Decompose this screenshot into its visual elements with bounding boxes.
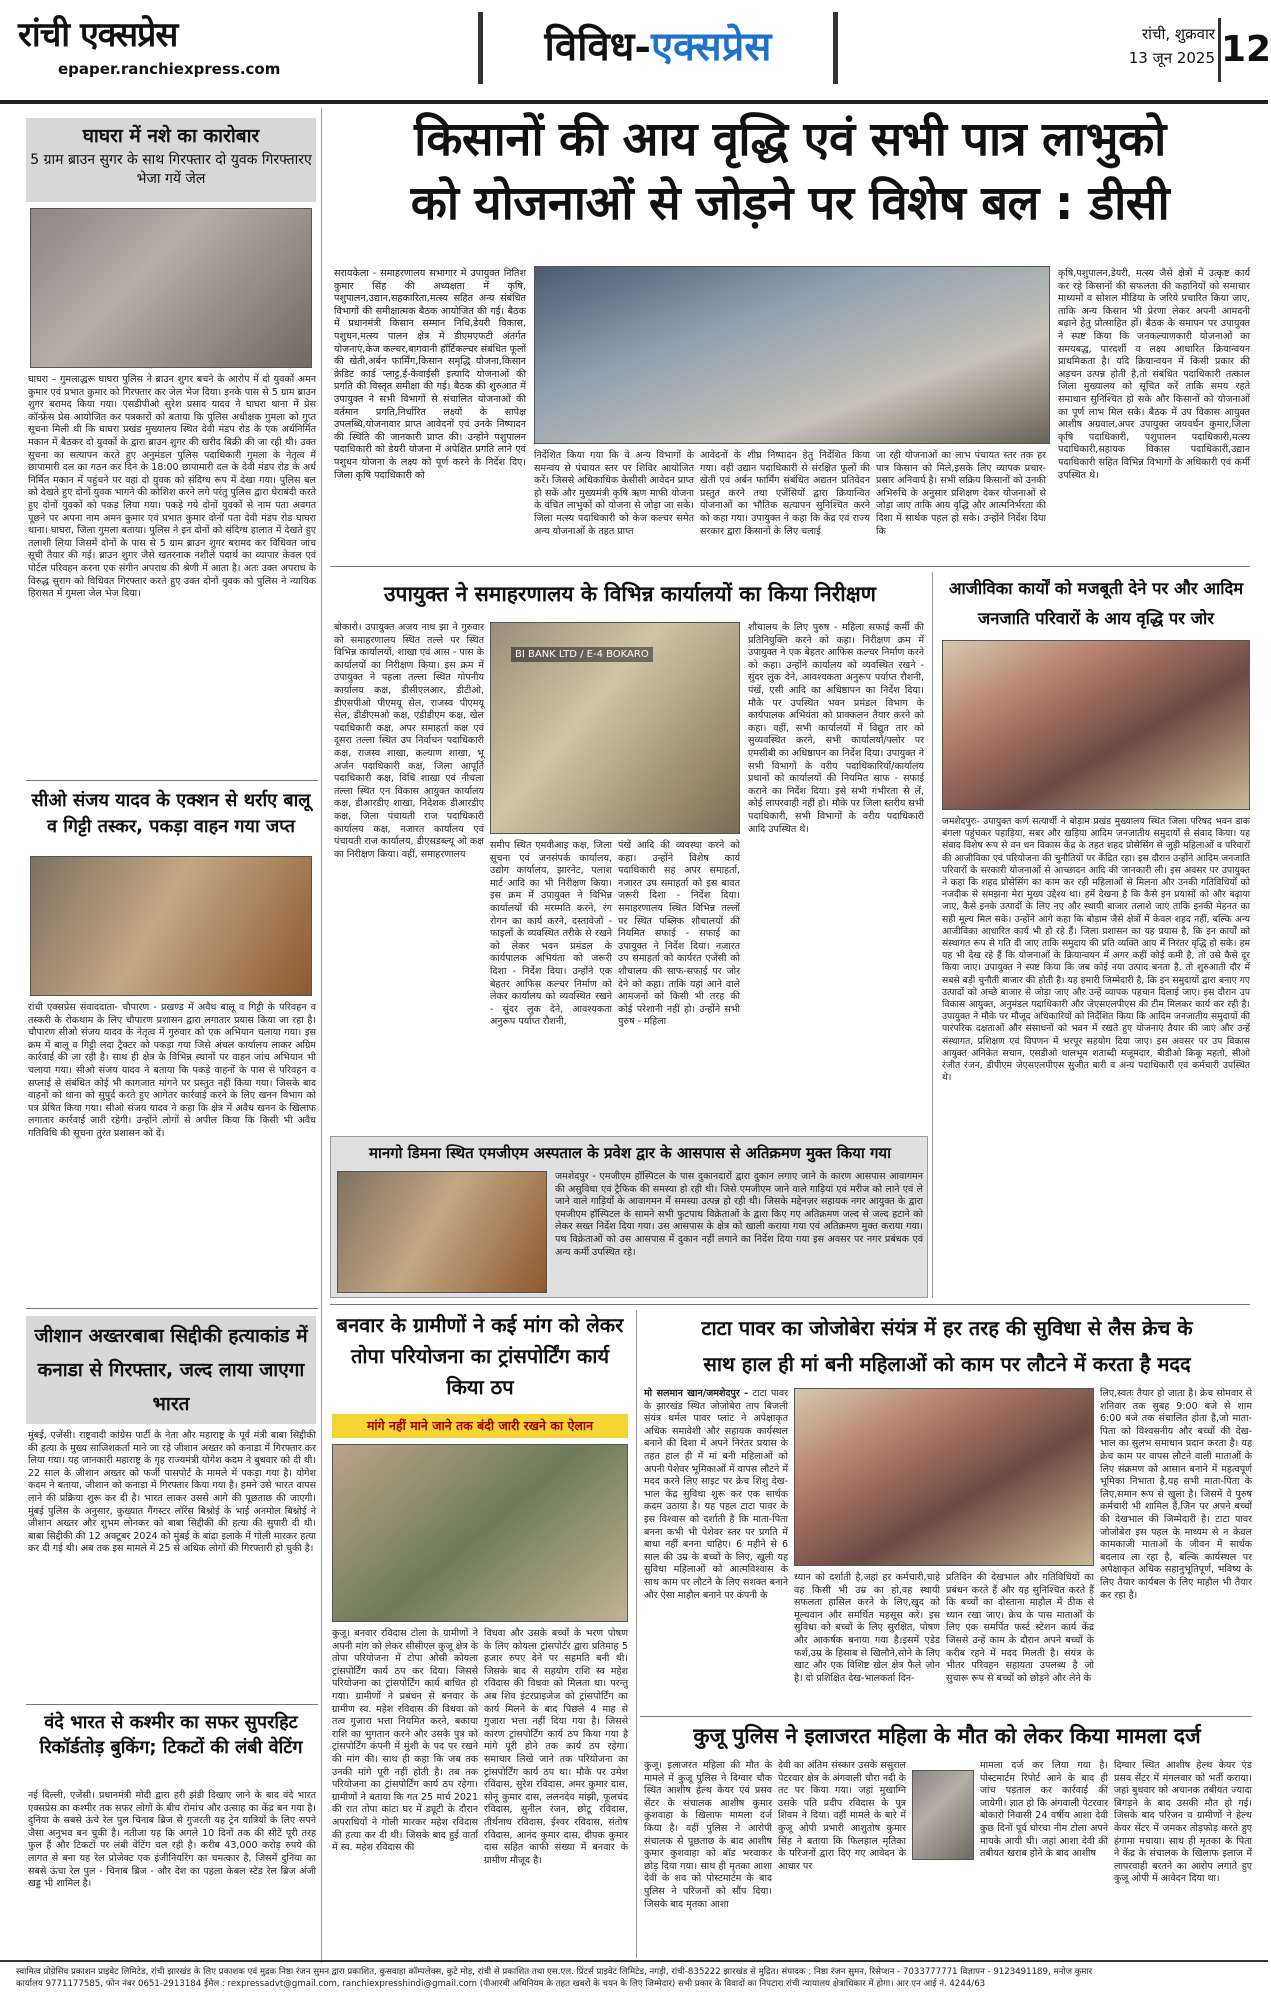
divider	[330, 1304, 1250, 1305]
story-ghaghra-header	[26, 118, 316, 202]
police-press-photo	[30, 208, 312, 368]
headline[interactable]: मानगो डिमना स्थित एमजीएम अस्पताल के प्रवेश द्वार के आसपास से अतिक्रमण मुक्त किया गया	[369, 1144, 891, 1162]
newspaper-logo[interactable]: रांची एक्सप्रेस	[18, 15, 178, 55]
lead-col-3: आवेदनों के शीघ्र निष्पादन हेतु निर्देशित किया गया। वहीं उद्यान पदाधिकारी से संरक्षित फूलों की खेती एवं अर्बन फार्मिंग संबंधित अद्यतन प्रतिवेदन प्रस्तुत करने तथा एजेंसियों द्वारा क्रियान्वित योजनाओं का भौतिक सत्यापन सुनिश्चित करने को कहा गया। उपायुक्त ने कहा कि केंद्र एवं राज्य सरकार द्वारा किसानों के लिए चलाई	[700, 450, 870, 537]
story-sanjay-header	[26, 788, 316, 852]
kuju-col-4: दिग्वार स्थित आशीष हेल्थ केयर एंड प्रसव सेंटर में मंगलवार को भर्ती कराया। जहां बुधवार को अचानक तबीयत ज्यादा बिगड़ने के बाद उसकी मौत हो गई। जिसके बाद परिजन व ग्रामीणों ने हेल्थ केयर सेंटर में जमकर तोड़फोड़ करते हुए हंगामा मचाया। साथ ही मृतका के पिता ने केंद्र के संचालक के खिलाफ इलाज में लापरवाही बरतने का आरोप लगाते हुए कुजू ओपी में आवेदन दिया था।	[1114, 1760, 1252, 1885]
section-name-b: एक्सप्रेस	[650, 23, 772, 70]
left-column	[26, 108, 322, 1963]
story-body: घाघरा – गुमलाद्धरू घाघरा पुलिस ने ब्राउन शुगर बचने के आरोप में दो युवकों अमन कुमार एवं प्रभात कुमार को गिरफ्तार कर जेल भेज दिया। इनके पास से 5 ग्राम ब्राउन शुगर बरामद किया गया। एसडीपीओ सुरेश प्रसाद यादव ने घाघरा थाना में प्रेस कॉन्फ्रेंस प्रेस आयोजित कर पत्रकारों को बताया कि पुलिस अधीक्षक गुमला को गुप्त सूचना मिली थी कि घाघरा प्रखंड मुख्यालय स्थित देवी मंडप रोड के एक अर्धनिर्मित मकान में बैठकर दो युवकों के द्वारा ब्राउन शुगर की खरीद बिक्री की जा रही थी। उक्त सूचना का सत्यापन करते हुए अनुमंडल पुलिस पदाधिकारी गुमला के नेतृत्व में छापामारी दल का गठन कर दिन के 18:00 छापामारी दल के देवी मंडप रोड के अर्ध निर्मित मकान में पहुंचने पर वहां दो युवक को संदिग्ध रूप में देखा गया। पुलिस बल को देखते हुए दोनों युवक भागने की कोशिश करने लगे परंतु पुलिस द्वारा घेराबंदी करते हुए दोनों युवकों को पकड़ लिया गया। पकड़े गये दोनों युवकों से नाम पता अवगत पूछने पर अपना नाम अमन कुमार एवं प्रभात कुमार दोनों पता देवी मंडप रोड घाघरा थाना। घाघरा, जिला गुमला बताया। पुलिस ने इन दोनों को संदिग्ध हालात में देखते हुए तलाशी लिया जिसमें दोनों के पास से 5 ग्राम ब्राउन शुगर बरामद कर विधिवत जांच सूची तैयार की गई। ब्राउन शुगर जैसे खतरनाक नशीले पदार्थ का व्यापार केवल एवं पोर्टल परिवहन करना एक संगीन अपराध की श्रेणी में आता है। अतः उक्त अपराध के विरुद्ध सुराग को विधिवत गिरफ्तार करते हुए उक्त दोनों युवक को पुलिस ने न्यायिक हिरासत में गुमला जेल भेज दिया।	[28, 374, 316, 600]
headline[interactable]: वंदे भारत से कश्मीर का सफर सुपरहिट रिकॉर्डतोड़ बुकिंग; टिकटों की लंबी वेटिंग	[39, 1712, 303, 1758]
date: 13 जून 2025	[1128, 49, 1215, 67]
imprint-footer	[0, 1960, 1268, 2000]
section-banner	[478, 12, 838, 84]
headline[interactable]: आजीविका कार्यों को मजबूती देने पर और आदिम जनजाति परिवारों के आय वृद्धि पर जोर	[948, 579, 1244, 628]
issue-date	[1075, 22, 1215, 82]
page-number: 12	[1218, 18, 1264, 82]
lead-col-2: निर्देशित किया गया कि वे अन्य विभागों के समन्वय से पंचायत स्तर पर शिविर आयोजित करें। जिससे अधिकाधिक केसीसी आवेदन प्राप्त हो सकें और मुख्यमंत्री कृषि ऋण माफी योजना के वंचित लाभुकों को योजना से जोड़ा जा सके। जिला मत्स्य पदाधिकारी को केज कल्चर समेत अन्य योजनाओं के तहत प्राप्त	[534, 450, 694, 537]
kuju-col-2: देवी का अंतिम संस्कार उसके ससुराल पेटरवार क्षेत्र के अंगवाली चौरा नदी के तट पर किया गया। जहां मुखाग्नि उसके पति प्रदीप रविदास के पुत्र शिवम ने दिया। वहीं मामले के बारे में कुजू ओपी प्रभारी आशुतोष कुमार सिंह ने बताया कि फिलहाल मृतिका के परिजनों द्वारा दिए गए आवेदन के आधार पर	[778, 1760, 906, 1872]
lead-headline	[330, 108, 1250, 258]
story-vandebharat-header	[26, 1710, 316, 1786]
victim-portrait	[912, 1770, 974, 1860]
headline[interactable]: सीओ संजय यादव के एक्शन से थर्राए बालू व गिट्टी तस्कर, पकड़ा वाहन गया जप्त	[31, 790, 311, 837]
tribal-headline-wrap	[940, 574, 1252, 636]
banwar-headline-wrap	[330, 1310, 630, 1410]
headline-line-1[interactable]: टाटा पावर का जोजोबेरा संयंत्र में हर तरह की सुविधा से लैस क्रेच के	[701, 1316, 1193, 1340]
headline[interactable]: उपायुक्त ने समाहरणालय के विभिन्न कार्यालयों का किया निरीक्षण	[384, 582, 876, 606]
meeting-photo	[534, 266, 1050, 444]
divider	[26, 780, 318, 781]
kuju-headline-wrap	[642, 1720, 1252, 1754]
tribal-meeting-photo	[942, 640, 1250, 810]
epaper-link[interactable]: epaper.ranchiexpress.com	[58, 60, 281, 78]
headline[interactable]: बनवार के ग्रामीणों ने कई मांग को लेकर तोपा परियोजना का ट्रांसपोर्टिंग कार्य किया ठप	[336, 1313, 624, 1399]
mango-story	[330, 1136, 928, 1298]
story-body: जमशेदपुर - एमजीएम हॉस्पिटल के पास दुकानदारों द्वारा दुकान लगाए जाने के कारण आसपास आवागमन की असुविधा एवं ट्रैफिक की समस्या हो रही थी। जिसे एमजीएम जाने वाले गाड़ियां एवं मरीज को लाने एवं ले जाने वाले गाड़ियों के आवागमन में समस्या उत्पन्न हो रही थी। जिसके मद्देनज़र सहायक नगर आयुक्त के द्वारा एमजीएम हॉस्पिटल के सामने सभी फुटपाथ विक्रेताओं के द्वारा किए गए अतिक्रमण जल्द से जल्द हटाने को लेकर सख्त निर्देश दिया गया। उस आसपास के क्षेत्र को खाली कराया गया एवं अतिक्रमण मुक्त कराया गया। पथ विक्रेताओं को उस आसपास में दुकान नहीं लगाने का निर्देश दिया गया इस अवसर पर नगर प्रबंधक एवं अन्य कर्मी उपस्थित रहे।	[555, 1171, 923, 1258]
inspection-headline-wrap	[330, 576, 930, 616]
masthead	[0, 0, 1271, 104]
story-body: मुंबई, एजेंसी। राष्ट्रवादी कांग्रेस पार्टी के नेता और महाराष्ट्र के पूर्व मंत्री बाबा सिद्दीकी की हत्या के मुख्य साजिशकर्ता माने जा रहे जीशान अख्तर को कनाडा में गिरफ्तार कर लिया गया। यह जानकारी महाराष्ट्र के गृह राज्यमंत्री योगेश कदम ने बुधवार को दी थी। 22 साल के जीशान अख्तर को फर्जी पासपोर्ट के मामले में पकड़ा गया है। योगेश कदम ने बताया, जीशान को कनाडा में गिरफ्तार किया गया है। हमने उसे भारत वापस लाने की प्रक्रिया शुरू कर दी है। भारत लाकर उससे आगे की पूछताछ की जाएगी। मुंबई पुलिस के अनुसार, कुख्यात गैंगस्टर लॉरेंस बिश्नोई के भाई अनमोल बिश्नोई ने जीशान अख्तर और शुभम लोनकर को बाबा सिद्दीकी की हत्या की सुपारी दी थी। बाबा सिद्दीकी की 12 अक्टूबर 2024 को मुंबई के बांद्रा इलाके में गोली मारकर हत्या कर दी गई थी। अब तक इस मामले में 25 से अधिक लोगों की गिरफ्तारी हो चुकी है।	[28, 1430, 316, 1555]
creche-photo	[794, 1388, 1094, 1566]
lead-col-5: कृषि,पशुपालन,डेयरी, मत्स्य जैसे क्षेत्रों में उत्कृष्ट कार्य कर रहे किसानों की सफलता की कहानियों को समाचार माध्यमों व सोशल मीडिया के जरिये प्रचारित किया जाए, ताकि अन्य किसान भी प्रेरणा लेकर अपनी आमदनी बढ़ाने हेतु प्रोत्साहित हों। बैठक के समापन पर उपायुक्त ने स्पष्ट किया कि जनकल्याणकारी योजनाओं का समयबद्ध, पारदर्शी व लक्ष्य आधारित क्रियान्वयन प्राथमिकता है। यदि क्रियान्वयन में किसी प्रकार की अड़चन उत्पन्न होती है,तो संबंधित पदाधिकारी तत्काल जिला मुख्यालय को सूचित करें ताकि समय रहते समाधान सुनिश्चित हो सके और किसानों को योजनाओं का पूर्ण लाभ मिल सके। बैठक में उप विकास आयुक्त आशीष अग्रवाल,अपर उपायुक्त जयवर्धन कुमार,जिला कृषि पदाधिकारी, पशुपालन पदाधिकारी,मत्स्य पदाधिकारी,सहायक विकास पदाधिकारी,उद्यान पदाधिकारी सहित विभिन्न विभागों के अधिकारी एवं कर्मी उपस्थित थे।	[1058, 268, 1250, 481]
lead-col-1: सरायकेला - समाहरणालय सभागार में उपायुक्त नितिश कुमार सिंह की अध्यक्षता में कृषि, पशुपालन,उद्यान,सहकारिता,मत्स्य सहित अन्य संबंधित विभागों की समीक्षात्मक बैठक आयोजित की गई। बैठक में प्रधानमंत्री किसान सम्मान निधि,डेयरी विकास, पशुधन,मत्स्य पालन क्षेत्र में डीएमएफटी अंतर्गत योजनाएं,केज कल्चर,बागवानी हॉर्टिकल्चर संबंधित फूलों की खेती,अर्बन फार्मिंग,किसान समृद्धि योजना,किसान क्रेडिट कार्ड प्लाट्ट,ई-केवाईसी इत्यादि योजनाओं की प्रगति की विस्तृत समीक्षा की गई। बैठक की शुरुआत में उपायुक्त ने सभी विभागों से संचालित योजनाओं की वर्तमान प्रगति,निर्धारित लक्ष्यों के सापेक्ष उपलब्धि,योजनावार प्राप्त आवेदनों एवं उनके निष्पादन की स्थिति की जानकारी प्राप्त की। उन्होंने पशुपालन पदाधिकारी को डेयरी योजना में अपेक्षित प्रगति लाने एवं पशुधन योजना के लक्ष्य को पूर्ण करने के निर्देश दिए। जिला कृषि पदाधिकारी को	[334, 268, 526, 481]
inspection-col-3: पंखें आदि की व्यवस्था करने को कहा। उन्होंने विशेष कार्य पदाधिकारी सह अपर समाहर्ता, नजारत उप समाहर्ता को इस बावत जरूरी दिशा - निर्देश दिया। समाहरणालय स्थित विभिन्न तल्लों पर स्थित पब्लिक शौचालयों की नियमित सफाई - सफाई का उपायुक्त ने निर्देश दिया। नजारत उप समाहर्ता को कार्यरत एजेंसी को शौचालय की साफ-सफाई पर जोर देने को कहा। ताकि यहां आने वाले आमजनों को किसी भी तरह की कोई परेशानी नहीं हो। उन्होंने सभी पुरुष - महिला	[618, 840, 740, 1028]
office-inspection-photo	[490, 622, 740, 834]
tata-headline-wrap	[642, 1310, 1252, 1382]
photo-signboard: BI BANK LTD / E-4 BOKARO	[511, 647, 653, 662]
story-body: रांची एक्सप्रेस संवाददाता- चौपारण - प्रखण्ड में अवैध बालू व गिट्टी के परिवहन व तस्करी के रोकथाम के लिए चौपारण प्रशासन द्वारा लगातार प्रयास किया जा रहा है। चौपारण सीओ संजय यादव के नेतृत्व में गुरुवार को एक अभियान चलाया गया। इस क्रम में बालू व गिट्टी लदा ट्रैक्टर को पकड़ा गया जिसे अंचल कार्यालय लाकर अग्रिम कार्रवाई की जा रही है। साथ ही क्षेत्र के विभिन्न स्थानों पर वाहन जांच अभियान भी चलाया गया। सीओ संजय यादव ने बताया कि पकड़े वाहनों के पास से परिवहन व सप्लाई से संबंधित कोई भी कागजात मांगने पर प्रस्तुत नहीं किया गया। जिसके बाद वाहनों को थाना को सुपुर्द करते हुए आगेतर कार्रवाई करने के लिए खनन विभाग को पत्र प्रेषित किया गया। सीओ संजय यादव ने कहा कि क्षेत्र में अवैध खनन के खिलाफ लगातार कार्रवाई जारी रहेगी। उन्होंने लोगों से अपील किया कि किसी भी अवैध गतिविधि की सूचना तुरंत प्रशासन को दें।	[28, 1002, 316, 1139]
tata-col-2: ध्यान को दर्शाती है,जहां हर कर्मचारी,चाहे वह किसी भी उम्र का हो,वह स्थायी सफलता हासिल करने के लिए,खुद को मूल्यवान और समर्थित महसूस करे। इस सुविधा को बच्चों के लिए सुरक्षित, पोषण और आकर्षक बनाया गया है।इसमें एडेड फर्श,उम्र के हिसाब से खिलौने,सोने के लिए खाट और एक विशिष्ट खेल क्षेत्र फैले ज़ोन है। दो प्रशिक्षित देख-भालकर्ता दिन-	[794, 1572, 940, 1684]
divider	[640, 1716, 1252, 1717]
inspection-col-1: बोकारो। उपायुक्त अजय नाथ झा ने गुरुवार को समाहरणालय स्थित तल्ले पर स्थित विभिन्न कार्यालयों, शाखा एवं आस - पास के कार्यालयों का निरीक्षण किया। इस क्रम में उपायुक्त ने पहला तल्ला स्थित गोपनीय कार्यालय कक्ष, डीसीएलआर, डीटीओ, डीएसपीओ पीएमयू सेल, राजस्व पीएमयू सेल, डीडीएमओ कक्ष, एडीडीएम कक्ष, खेल पदाधिकारी कक्ष, अपर समाहर्ता कक्ष एवं दूसरा तल्ला स्थित उप निर्वाचन पदाधिकारी कक्ष, राजस्व शाखा, कल्याण शाखा, भू अर्जन पदाधिकारी कक्ष, जिला आपूर्ति पदाधिकारी कक्ष, विधि शाखा एवं नीचला तल्ला स्थित एन विकास आयुक्त कार्यालय कक्ष, डीआरडीए शाखा, निदेशक डीआरडीए कक्ष, जिला पंचायती राज पदाधिकारी कार्यालय कक्ष, नजारत कार्यालय एवं पंचायती राज कार्यालय, डीएसडब्ल्यू ओ कक्ष का निरीक्षण किया। वहीं, समाहरणालय	[334, 622, 484, 860]
subheadline: 5 ग्राम ब्राउन सुगर के साथ गिरफ्तार दो युवक गिरफ्तारए भेजा गयें जेल	[30, 152, 312, 187]
city-day: रांची, शुक्रवार	[1141, 25, 1215, 43]
col-text: टाटा पावर के झारखंड स्थित जोजोबेरा ताप बिजली संयंत्र थर्मल पावर प्लांट ने अपेक्षाकृत अधिक समावेशी और सहायक कार्यस्थल बनाने की दिशा में अपने निरंतर प्रयास के तहत हाल ही में मां बनी महिलाओं को अपनी पेशेवर भूमिकाओं में वापस लौटने में मदद करने लिए साइट पर क्रेच शिशु देख-भाल केंद्र सुविधा शुरू कर एक सार्थक कदम उठाया है। यह पहल टाटा पावर के इस विश्वास को दर्शाती है कि माता-पिता बनना कभी भी पेशेवर स्तर पर प्रगति में बाधा नहीं बनना चाहिए। 6 महीने से 6 साल की उम्र के बच्चों के लिए, खुली यह सुविधा महिलाओं को आत्मविश्वास के साथ काम पर लौटने के लिए सशक्त बनाने और ऐसा माहौल बनाने पर कंपनी के	[644, 1388, 788, 1601]
divider	[330, 566, 1250, 567]
tata-col-3: प्रतिदिन की देखभाल और गतिविधियों का प्रबंधन करते हैं और यह सुनिश्चित करते हैं कि बच्चों का दोस्ताना माहौल में ठीक से ध्यान रखा जाए। क्रेच के पास माताओं के लिए एक समर्पित फर्स्ट स्टेशन कार्य केंद्र जिससे उन्हें काम के दौरान अपने बच्चों के करीब रहने में मदद मिलती है। संयंत्र के भीतर परिवहन सहायता उपलब्ध है जो सुचारू रूप से बच्चों को छोड़ने और लेने के	[946, 1572, 1094, 1684]
banwar-col-1: कुजू। बनवार रविदास टोला के ग्रामीणों ने अपनी मांग को लेकर सीसीएल कुजू क्षेत्र के तोपा परियोजना में टोपा ओसी कोयला ट्रांसपोर्टिंग कार्य ठप कर दिया। जिससे परियोजना का ट्रांसपोर्टिंग कार्य बाधित हो गया। ग्रामीणों ने प्रबंधन से बनवार के ग्रामीण स्व. महेश रविदास की विधवा को तत्व गुजारा भत्ता नियमित करने, बकाया राशि का भुगतान करने और उसके पुत्र को ट्रांसपोर्टिंग कंपनी में मुंशी के पद पर रखने की मांग की। साथ ही कहा कि जब तक उनकी मांगे पूरी नहीं होती है। तब तक परियोजना का ट्रांसपोर्टिंग कार्य ठप रहेगा। ग्रामीणों ने बताया कि गत 25 मार्च 2021 की रात तोपा कांटा घर में ड्यूटी के दौरान अपराधियों ने गोली मारकर महेश रविदास की हत्या कर दी थी। जिसके बाद हुई वार्ता में स्व. महेश रविदास की	[332, 1628, 478, 1854]
protest-photo	[332, 1444, 628, 1622]
headline[interactable]: घाघरा में नशे का कारोबार	[82, 125, 260, 147]
kuju-col-3: मामला दर्ज कर लिया गया है। पोस्टमार्टम रिपोर्ट आने के बाद ही जांच पड़ताल कर कार्रवाई की जायेगी। ज्ञात हो कि अंगवाली पेटरवार बोकारो निवासी 24 वर्षीय आशा देवी कुछ दिनों पूर्व घोरचा नीम टोला अपने मायके आयी थी। जहां आशा देवी की तबीयत खराब होने के बाद आशीष	[980, 1760, 1108, 1860]
divider	[26, 1308, 318, 1309]
divider	[26, 1704, 318, 1705]
section-name-a: विविध-	[544, 23, 651, 70]
kuju-col-1: कुजू। इलाजरत महिला की मौत के मामले में कुजू पुलिस ने दिग्वार चौक स्थित आशीष हेल्थ केयर एवं प्रसव सेंटर के संचालक आशीष कुमार कुशवाहा के खिलाफ मामला दर्ज किया है। वहीं पुलिस ने आरोपी संचालक से पूछताछ के बाद आशीष कुमार कुशवाहा को बॉड भरवाकर छोड़ दिया गया। साथ ही मृतका आशा देवी के शव को पोस्टमार्टम के बाद पुलिस ने परिजनों को सौंप दिया। जिसके बाद मृतका आशा	[644, 1760, 772, 1910]
banwar-col-2: विधवा और उसके बच्चों के भरण पोषण के लिए कोयला ट्रांसपोर्टर द्वारा प्रतिमाह 5 हजार रुपए देने पर सहमति बनी थी। जिसके बाद से सहयोग राशि स्व महेश रविदास की विधवा को मिलता था। परन्तु अब शिव इंटरप्राइजेज को ट्रांसपोर्टिंग का कार्य मिलने के बाद पिछले 4 माह से गुजारा भत्ता नहीं दिया गया है। जिससे कारण ट्रांसपोर्टिंग कार्य ठप किया गया है मांगे पूरी होने तक कार्य ठप रहेगा। समाचार लिखे जाने तक परियोजना का ट्रांसपोर्टिंग कार्य ठप था। मौके पर उमेश रविदास, सुरेश रविदास, अमर कुमार दास, सोनू कुमार दास, ललनदेव मांझी, फूलचंद रविदास, सुनील रंजन, छोटू रविदास, तीर्थनाथ रविदास, ईश्वर रविदास, संतोष रविदास, आनंद कुमार दास, दीपक कुमार दास सहित काफी संख्या में बनवार के ग्रामीण मौजूद है।	[484, 1628, 628, 1866]
byline: मो सलमान खान/जमशेदपुर -	[644, 1388, 749, 1399]
story-body: नई दिल्ली, एजेंसी। प्रधानमंत्री मोदी द्वारा हरी झंडी दिखाए जाने के बाद वंदे भारत एक्सप्रेस का कश्मीर तक सफर लोगों के बीच रोमांच और उत्साह का केंद्र बन गया है। दुनिया के सबसे ऊंचे रेल पुल चिनाब ब्रिज से गुजरती यह ट्रेन यात्रियों के लिए सपने जैसा अनुभव बन चुकी है। नतीजा यह कि अगले 10 दिनों तक की सीटें पूरी तरह फुल हैं और टिकटों पर लंबी वेटिंग चल रही है। करीब 43,000 करोड़ रुपये की लागत से बना यह रेल प्रोजेक्ट एक इंजीनियरिंग का चमत्कार है, जिसमें दुनिया का सबसे ऊंचा रेल पुल - चिनाब ब्रिज - और देश का पहला केबल स्टेड रेल ब्रिज अंजी खड्ड भी शामिल है।	[28, 1790, 316, 1890]
imprint-line-2: कार्यालय 9771177585, फोन नंबर 0651-2913184 ईमेल : rexpressadvt@gmail.com, ranchiexpresshindi@gmail.com (पीआरबी अधिनियम के तहत खबरों के चयन के लिए जिम्मेदार) सभी प्रकार के विवादों का निपटारा रांची न्यायालय क्षेत्राधिकार में होगा। आर एन आई नं. 4244/63	[16, 1979, 986, 1989]
imprint-line-1: स्वामित्व प्रोग्रेसिव प्रकाशन प्राइवेट लिमिटेड, रांची झारखंड के लिए प्रकाशक एवं मुद्रक निष्ठा रंजन सुमन द्वारा प्रकाशित, कुसवाहा कॉम्पलेक्स, कुटे मोड़, रांची से प्रकाशित तथा एस.एल. प्रिंटर्स प्राइवेट लिमिटेड, नगड़ी, रांची-835222 झारखंड से मुद्रित। संपादक : निष्ठा रंजन सुमन, रिसेप्शन - 7033777771 विज्ञापन - 9123491189, मनोज कुमार	[16, 1967, 1093, 1977]
inspection-col-4: शौचालय के लिए पुरुष - महिला सफाई कर्मी की प्रतिनियुक्ति करने को कहा। निरीक्षण क्रम में उपायुक्त ने एक बेहतर आफिस कल्चर निर्माण करने को कहा। उन्होंने कार्यालय को व्यवस्थित रखने - सुंदर लुक देने, आवश्यकता अनुरूप पर्याप्त रौशनी, पंखें, एसी आदि का अधिष्ठापन का निर्देश दिया। मौके पर उपस्थित भवन प्रमंडल विभाग के कार्यपालक अभियंता को प्राक्कलन तैयार करने को कहा। वहीं, सभी कार्यालयों में विद्युत तार को सुव्यवस्थित करने, सभी कार्यालयों/फ्लोर पर एमसीबी का अधिष्ठापन का निर्देश दिया। उपायुक्त ने सभी विभागों के वरीय पदाधिकारियों/कार्यालय प्रधानों को कार्यालयों की नियमित साफ - सफाई कराने का निर्देश दिया। इसे सभी गंभीरता से लें, कोई लापरवाही नहीं हो। मौके पर जिला स्तरीय सभी पदाधिकारी, सभी विभागों के वरीय पदाधिकारी आदि उपस्थित थे।	[748, 622, 924, 835]
banwar-subhead: मांगे नहीं माने जाने तक बंदी जारी रखने का ऐलान	[332, 1414, 628, 1438]
headline-line-2[interactable]: को योजनाओं से जोड़ने पर विशेष बल : डीसी	[410, 176, 1170, 231]
headline[interactable]: कुजू पुलिस ने इलाजरत महिला के मौत को लेकर किया मामला दर्ज	[693, 1724, 1201, 1748]
story-zeeshan-header	[26, 1316, 316, 1424]
tribal-body: जमशेदपुरः- उपायुक्त कर्ण सत्यार्थी ने बोड़ाम प्रखंड मुख्यालय स्थित जिला परिषद भवन डाक बंगला पहुंचकर पहाड़िया, सबर और खड़िया आदिम जनजातीय समुदायों से संवाद किया। यह संवाद विशेष रूप से वन धन विकास केंद्र के तहत शहद प्रोसेसिंग से जुड़ी महिलाओं व परिवारों की आजीविका एवं परियोजना की चुनौतियों पर केंद्रित रहा। इस दौरान उन्होंने आदिम जनजाति परिवारों के सरकारी योजनाओं से आच्छादन आदि की जानकारी ली। इस अवसर पर उपायुक्त ने कहा कि शहद प्रोसेसिंग का काम कर रही महिलाओं से मिलना और उनकी गतिविधियों को नजदीक से समझना मेरा मुख्य उद्देश्य था। हमें देखना है कि कैसे इन प्रयासों को और बढ़ाया जाए, कैसे इनके उत्पादों के लिए नए और स्थायी बाजार तलाशे जाएं ताकि इनकी मेहनत का सही मूल्य मिल सके। उन्होंने आगे कहा कि बोड़ाम जैसे क्षेत्रों में केवल शहद नहीं, बल्कि अन्य आजीविका आधारित कार्य भी हो रहे हैं। जिला प्रशासन का यह प्रयास है, कि इन कार्यों को संस्थागत रूप से गति दी जाए ताकि समुदाय की प्रति व्यक्ति आय में निरंतर वृद्धि हो सके। हम यह भी देख रहे हैं कि योजनाओं के क्रियान्वयन में अगर कहीं कोई कमी है, तो उसे कैसे दूर किया जाए। उपायुक्त ने स्पष्ट किया कि जब कोई नया उत्पाद बनता है, तो शुरुआती दौर में सबसे बड़ी चुनौती बाजार की होती है। यह हमारी जिम्मेदारी है, कि इन समुदायों द्वारा बनाए गए उत्पादों को अच्छे बाजार से जोड़ा जाए और उन्हें व्यापक पहचान दिलाई जाए। इस दौरान उप विकास आयुक्त, अनुमंडल पदाधिकारी और जेएसएलपीएस की टीम मिलकर कार्य कर रही है। उपायुक्त ने मौके पर मौजूद अधिकारियों को निर्देशित किया कि आदिम जनजातीय समुदायों की पारंपरिक दक्षताओं और संसाधनों को भवन में रखते हुए योजनाएं तैयार की जाएं और उन्हें संस्थागत, प्रशिक्षण एवं विपणन में भरपूर सहयोग दिया जाए। इस अवसर पर उप विकास आयुक्त अनिकेत सचान, एसडीओ धालभूम शताब्दी मजूमदार, बीडीओ किकू महतो, सीओ रंजीत रंजन, डीपीएम जेएसएलपीएस सुजीत बारी व अन्य पदाधिकारी एवं कर्मचारी उपस्थित थे।	[942, 816, 1250, 1084]
lead-col-4: जा रही योजनाओं का लाभ पंचायत स्तर तक हर पात्र किसान को मिले,इसके लिए व्यापक प्रचार-प्रसार अनिवार्य है। सभी सक्रिय किसानों को उनकी अभिरुचि के अनुसार प्रशिक्षण देकर योजनाओं से जोड़ा जाए ताकि आय वृद्धि और आत्मनिर्भरता की दिशा में सार्थक पहल हो सके। उन्होंने निर्देश दिया कि	[876, 450, 1046, 537]
divider	[932, 572, 933, 1298]
inspection-col-2: समीप स्थित एमवीआइ कक्ष, जिला सूचना एवं जनसंपर्क कार्यालय, उद्योग कार्यालय, झारनेट, पलाश मार्ट आदि का भी निरीक्षण किया। इस क्रम में उपायुक्त ने विभिन्न कार्यालयों की मरम्मति करने, रंग रोगन का कार्य करने, दस्तावेजों - फाइलों के व्यवस्थित तरीके से रखने को लेकर भवन प्रमंडल के कार्यपालक अभियंता को जरूरी दिशा - निर्देश दिया। उन्होंने एक बेहतर आफिस कल्चर निर्माण को लेकर कार्यालय को व्यवस्थित रखने - सुंदर लुक देने, आवश्यकता अनुरूप पर्याप्त रौशनी,	[490, 840, 612, 1028]
headline-line-2[interactable]: साथ हाल ही मां बनी महिलाओं को काम पर लौटने में करता है मदद	[703, 1352, 1191, 1376]
divider	[636, 1310, 637, 1958]
tata-col-1	[644, 1388, 788, 1708]
headline-line-1[interactable]: किसानों की आय वृद्धि एवं सभी पात्र लाभुको	[414, 112, 1166, 167]
headline[interactable]: जीशान अख्तरबाबा सिद्दीकी हत्याकांड में कनाडा से गिरफ्तार, जल्द लाया जाएगा भारत	[34, 1325, 308, 1415]
seized-vehicle-photo	[30, 856, 312, 996]
encroachment-photo	[337, 1171, 547, 1293]
tata-col-4: लिए,स्वतः तैयार हो जाता है। क्रेच सोमवार से शनिवार तक सुबह 9:00 बजे से शाम 6:00 बजे तक संचालित होता है,जो माता-पिता को विश्वसनीय और बच्चों की देख-भाल का सुलभ समाधान प्रदान करता है। यह क्रेच काम पर वापस लौटने वाली माताओं के लिए संक्रमण को आसान बनाने में महत्वपूर्ण भूमिका निभाता है,यह सभी माता-पिता के लिए,समान रूप से खुला है। जिसमें वे पुरुष कर्मचारी भी शामिल हैं,जिन पर अपने बच्चों की देखभाल की जिम्मेदारी है। टाटा पावर जोजोबेरा इस पहल के माध्यम से न केवल कामकाजी माताओं के जीवन में सार्थक बदलाव ला रहा है, बल्कि कार्यस्थल पर अपेक्षाकृत अधिक सहानुभूतिपूर्ण, भविष्य के लिए तैयार कार्यबल के लिए माहौल भी तैयार कर रहा है।	[1100, 1388, 1252, 1601]
